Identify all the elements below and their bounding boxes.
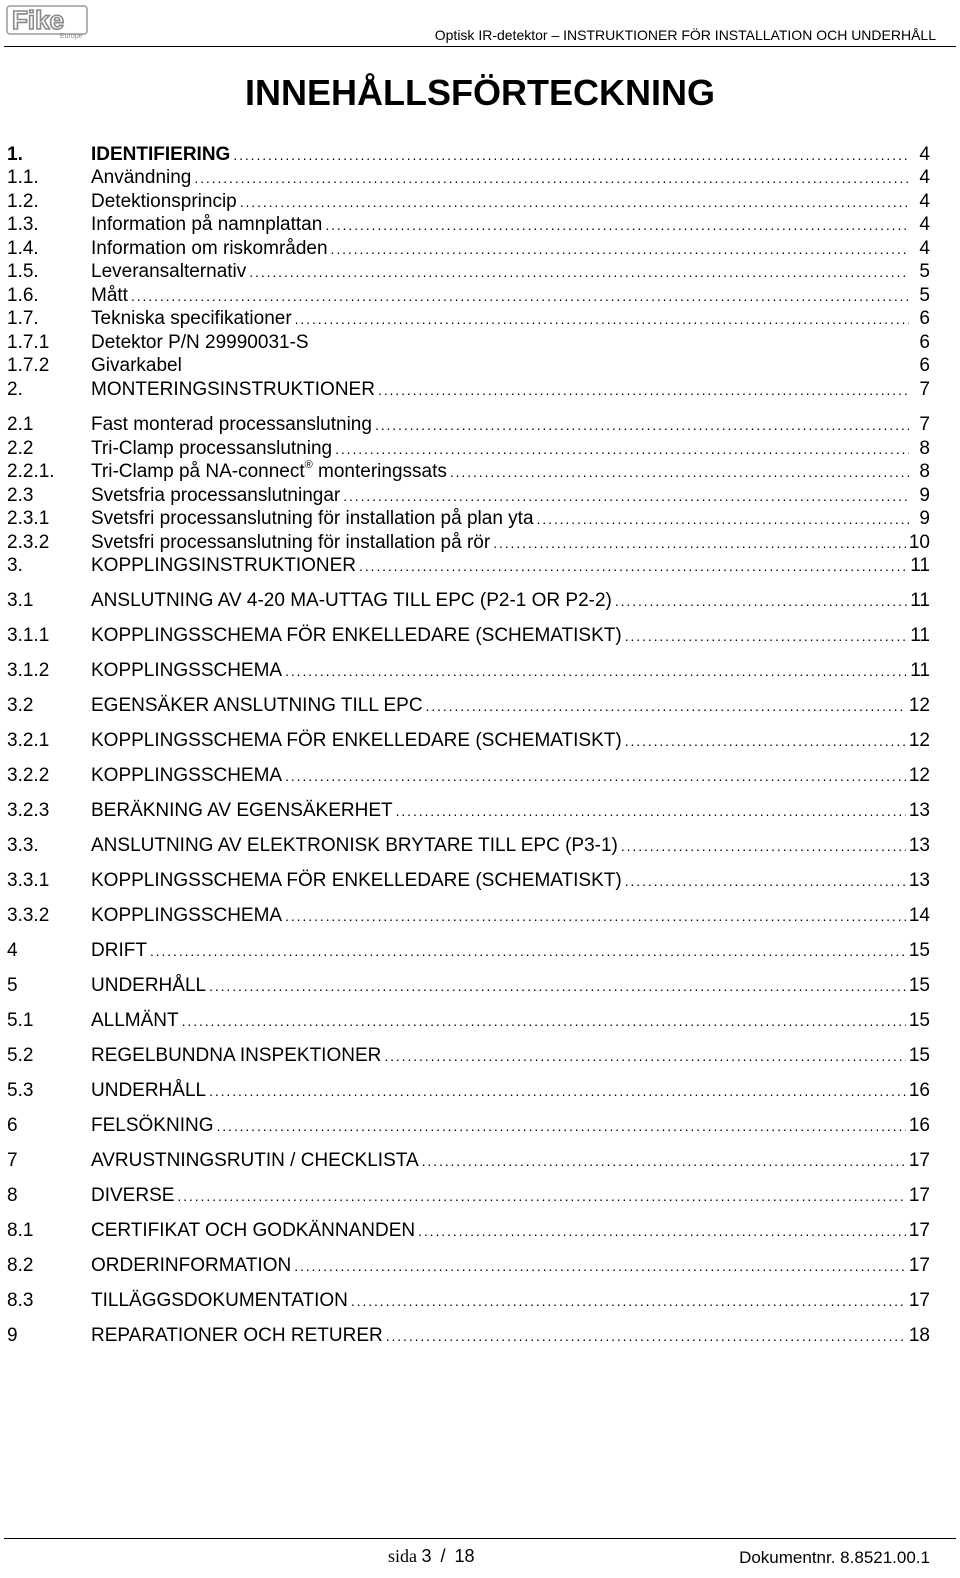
- toc-entry[interactable]: [7, 658, 930, 682]
- toc-entry[interactable]: [7, 483, 930, 507]
- toc-leader-dots: [325, 218, 909, 232]
- toc-entry[interactable]: [7, 1218, 930, 1242]
- toc-entry-page: 17: [908, 1185, 930, 1206]
- toc-entry-number: 9: [7, 1325, 18, 1346]
- toc-entry-number: 1.: [7, 144, 23, 165]
- toc-entry-page: 11: [910, 660, 930, 681]
- toc-entry-title-text: KOPPLINGSSCHEMA: [91, 765, 283, 786]
- toc-entry-title: [91, 730, 622, 752]
- toc-entry-number: 2.2: [7, 438, 34, 459]
- toc-entry-title-text: Mått: [91, 285, 128, 306]
- footer-divider: [4, 1538, 956, 1539]
- toc-leader-dots: [615, 594, 907, 608]
- toc-leader-dots: [359, 559, 907, 573]
- toc-leader-dots: [396, 804, 906, 818]
- toc-leader-dots: [249, 265, 909, 279]
- toc-leader-dots: [493, 536, 906, 550]
- toc-entry-title: [91, 308, 292, 330]
- toc-entry-number: 1.5.: [7, 261, 39, 282]
- toc-entry-number: 3.2.2: [7, 765, 50, 786]
- toc-entry-page: 4: [919, 167, 930, 188]
- toc-entry-page: 17: [908, 1220, 930, 1241]
- toc-entry-number: 8: [7, 1185, 18, 1206]
- toc-entry[interactable]: [7, 1288, 930, 1312]
- toc-entry-title: [91, 414, 372, 436]
- toc-entry-page: 4: [919, 144, 930, 165]
- toc-entry-title: [91, 1115, 213, 1137]
- toc-entry-title-text: Tri-Clamp processanslutning: [91, 438, 333, 459]
- page-current: 3: [421, 1546, 432, 1566]
- toc-leader-dots: [450, 465, 909, 479]
- toc-entry[interactable]: [7, 459, 930, 483]
- toc-entry-title-text: KOPPLINGSSCHEMA FÖR ENKELLEDARE (SCHEMATISKT): [91, 870, 622, 891]
- toc-entry-title-text: Användning: [91, 167, 192, 188]
- page-total: 18: [454, 1546, 475, 1566]
- toc-leader-dots: [285, 664, 907, 678]
- toc-leader-dots: [331, 242, 909, 256]
- toc-entry-page: 6: [919, 355, 930, 376]
- toc-entry[interactable]: [7, 283, 930, 307]
- toc-entry-page: 11: [910, 555, 930, 576]
- toc-entry[interactable]: [7, 798, 930, 822]
- toc-entry[interactable]: [7, 728, 930, 752]
- toc-leader-dots: [384, 1049, 906, 1063]
- toc-entry[interactable]: [7, 142, 930, 166]
- toc-entry-title-text: KOPPLINGSINSTRUKTIONER: [91, 555, 356, 576]
- toc-entry-number: 2.3.2: [7, 532, 50, 553]
- toc-entry-page: 15: [908, 1045, 930, 1066]
- toc-entry-page: 12: [908, 730, 930, 751]
- registered-mark: ®: [304, 459, 313, 471]
- toc-leader-dots: [285, 769, 906, 783]
- toc-entry-title-text: Svetsfri processanslutning för installation på rör: [91, 532, 491, 553]
- toc-entry[interactable]: [7, 938, 930, 962]
- toc-entry-number: 1.7.1: [7, 332, 50, 353]
- page-word: sida: [388, 1546, 417, 1566]
- toc-leader-dots: [194, 171, 909, 185]
- toc-entry-number: 8.3: [7, 1290, 34, 1311]
- toc-entry-page: 18: [908, 1325, 930, 1346]
- toc-entry-title: [91, 1290, 348, 1312]
- toc-entry-title: [91, 285, 128, 307]
- toc-entry-number: 3.1.1: [7, 625, 50, 646]
- toc-entry-title: [91, 1185, 174, 1207]
- toc-entry-number: 5.1: [7, 1010, 34, 1031]
- toc-entry[interactable]: [7, 973, 930, 997]
- toc-entry[interactable]: [7, 189, 930, 213]
- toc-entry-title: [91, 508, 534, 530]
- toc-leader-dots: [185, 359, 909, 373]
- toc-entry-title-text: DIVERSE: [91, 1185, 175, 1206]
- document-number: Dokumentnr. 8.8521.00.1: [739, 1548, 930, 1567]
- toc-entry[interactable]: [7, 1148, 930, 1172]
- toc-leader-dots: [343, 489, 909, 503]
- toc-entry-title-text: MONTERINGSINSTRUKTIONER: [91, 379, 375, 400]
- toc-entry-page: 13: [908, 835, 930, 856]
- toc-entry[interactable]: [7, 259, 930, 283]
- toc-entry-number: 5.2: [7, 1045, 34, 1066]
- toc-entry[interactable]: [7, 212, 930, 236]
- toc-entry-page: 9: [919, 508, 930, 529]
- toc-entry[interactable]: [7, 306, 930, 330]
- toc-entry-title: [91, 167, 191, 189]
- toc-entry-page: 5: [919, 285, 930, 306]
- toc-leader-dots: [150, 944, 906, 958]
- toc-entry-title-text: Detektionsprincip: [91, 191, 237, 212]
- toc-entry-number: 2.3: [7, 485, 34, 506]
- toc-entry-number: 1.3.: [7, 214, 39, 235]
- toc-entry-number: 3.3.1: [7, 870, 50, 891]
- toc-entry-page: 16: [908, 1080, 930, 1101]
- toc-leader-dots: [131, 289, 909, 303]
- toc-entry-title: [91, 975, 206, 997]
- toc-entry-page: 13: [908, 800, 930, 821]
- toc-entry-page: 10: [908, 532, 930, 553]
- toc-entry[interactable]: [7, 1113, 930, 1137]
- toc-entry-page: 5: [919, 261, 930, 282]
- toc-entry-title: [91, 485, 340, 507]
- toc-entry-title-text: REPARATIONER OCH RETURER: [91, 1325, 383, 1346]
- toc-entry-title: [91, 905, 282, 927]
- toc-entry-page: 12: [908, 695, 930, 716]
- toc-leader-dots: [240, 195, 909, 209]
- toc-leader-dots: [209, 979, 906, 993]
- toc-entry-number: 8.1: [7, 1220, 34, 1241]
- toc-entry-title: [91, 660, 282, 682]
- page-indicator: [388, 1546, 475, 1567]
- toc-entry[interactable]: [7, 506, 930, 530]
- toc-entry-title-text: ANSLUTNING AV ELEKTRONISK BRYTARE TILL EPC (P3-1): [91, 835, 618, 856]
- toc-leader-dots: [216, 1119, 905, 1133]
- toc-entry-page: 7: [919, 414, 930, 435]
- document-header-title: Optisk IR-detektor – INSTRUKTIONER FÖR INSTALLATION OCH UNDERHÅLL: [434, 27, 936, 43]
- toc-leader-dots: [378, 383, 909, 397]
- toc-leader-dots: [625, 734, 906, 748]
- toc-entry-title-text: ANSLUTNING AV 4-20 MA-UTTAG TILL EPC (P2-1 OR P2-2): [91, 590, 612, 611]
- toc-entry-title: [91, 532, 490, 554]
- toc-leader-dots: [418, 1224, 906, 1238]
- toc-entry-number: 3.1.2: [7, 660, 50, 681]
- toc-leader-dots: [422, 1154, 906, 1168]
- toc-entry-title-text: DRIFT: [91, 940, 147, 961]
- toc-entry[interactable]: [7, 377, 930, 401]
- toc-entry-title-text: Givarkabel: [91, 355, 182, 376]
- toc-entry-page: 17: [908, 1150, 930, 1171]
- toc-leader-dots: [233, 148, 909, 162]
- toc-entry-title: [91, 625, 622, 647]
- toc-entry[interactable]: [7, 436, 930, 460]
- toc-entry-number: 3.1: [7, 590, 34, 611]
- toc-entry[interactable]: [7, 412, 930, 436]
- toc-entry-number: 1.1.: [7, 167, 39, 188]
- toc-leader-dots: [625, 629, 908, 643]
- toc-entry-title: [91, 355, 182, 377]
- fike-logo: [6, 2, 92, 40]
- page-separator: /: [440, 1546, 446, 1566]
- toc-entry[interactable]: [7, 868, 930, 892]
- toc-entry-title-text: KOPPLINGSSCHEMA FÖR ENKELLEDARE (SCHEMATISKT): [91, 625, 622, 646]
- toc-entry[interactable]: [7, 1253, 930, 1277]
- toc-entry-title-text: Information om riskområden: [91, 238, 328, 259]
- toc-entry-number: 5.3: [7, 1080, 34, 1101]
- toc-entry-number: 7: [7, 1150, 18, 1171]
- toc-entry-number: 8.2: [7, 1255, 34, 1276]
- toc-entry-title: [91, 332, 309, 354]
- toc-leader-dots: [312, 336, 909, 350]
- toc-entry-number: 2.3.1: [7, 508, 50, 529]
- toc-entry[interactable]: [7, 1008, 930, 1032]
- page-title: INNEHÅLLSFÖRTECKNING: [245, 72, 715, 113]
- toc-entry-title: [91, 1150, 419, 1172]
- toc-entry[interactable]: [7, 553, 930, 577]
- toc-entry-number: 3.: [7, 555, 23, 576]
- toc-leader-dots: [375, 418, 909, 432]
- toc-entry-page: 11: [910, 590, 930, 611]
- toc-leader-dots: [426, 699, 906, 713]
- toc-entry-number: 3.2.1: [7, 730, 50, 751]
- toc-leader-dots: [335, 442, 909, 456]
- toc-entry-number: 3.3.2: [7, 905, 50, 926]
- toc-leader-dots: [625, 874, 906, 888]
- toc-entry-page: 17: [908, 1290, 930, 1311]
- toc-leader-dots: [537, 512, 909, 526]
- toc-entry[interactable]: [7, 330, 930, 354]
- toc-entry-title-text: ALLMÄNT: [91, 1010, 179, 1031]
- toc-entry-title-text: ORDERINFORMATION: [91, 1255, 292, 1276]
- toc-entry[interactable]: [7, 1078, 930, 1102]
- toc-entry-title: [91, 555, 356, 577]
- toc-entry-title-text: IDENTIFIERING: [91, 144, 231, 165]
- toc-entry[interactable]: [7, 623, 930, 647]
- toc-entry-page: 11: [910, 625, 930, 646]
- toc-entry-title: [91, 1010, 179, 1032]
- toc-entry-title: [91, 1220, 415, 1242]
- toc-entry-title-text: UNDERHÅLL: [91, 975, 207, 996]
- toc-entry[interactable]: [7, 530, 930, 554]
- toc-entry-number: 1.7.2: [7, 355, 50, 376]
- toc-entry-page: 4: [919, 238, 930, 259]
- toc-entry-title: [91, 695, 423, 717]
- toc-entry-number: 1.7.: [7, 308, 39, 329]
- toc-entry-number: 3.3.: [7, 835, 39, 856]
- toc-entry-page: 9: [919, 485, 930, 506]
- toc-leader-dots: [295, 312, 909, 326]
- logo-text: Fike: [12, 5, 65, 35]
- toc-entry[interactable]: [7, 236, 930, 260]
- toc-entry-title: [91, 461, 447, 483]
- toc-entry-title-text: FELSÖKNING: [91, 1115, 214, 1136]
- toc-entry-title-text: Fast monterad processanslutning: [91, 414, 372, 435]
- toc-entry[interactable]: [7, 833, 930, 857]
- toc-entry-title-text: Information på namnplattan: [91, 214, 323, 235]
- toc-entry-title: [91, 765, 282, 787]
- toc-entry-title-text: Svetsfri processanslutning för installation på plan yta: [91, 508, 534, 529]
- toc-entry-title: [91, 590, 612, 612]
- toc-entry-title-text: BERÄKNING AV EGENSÄKERHET: [91, 800, 393, 821]
- toc-entry-page: 7: [919, 379, 930, 400]
- header-divider: [4, 46, 956, 47]
- toc-entry[interactable]: [7, 1183, 930, 1207]
- toc-entry-title: [91, 144, 230, 166]
- toc-entry-title: [91, 214, 322, 236]
- toc-entry-number: 5: [7, 975, 18, 996]
- toc-entry[interactable]: [7, 588, 930, 612]
- toc-entry[interactable]: [7, 693, 930, 717]
- toc-entry-title: [91, 238, 328, 260]
- toc-leader-dots: [294, 1259, 906, 1273]
- toc-entry-title: [91, 379, 375, 401]
- toc-entry-title: [91, 870, 622, 892]
- toc-entry-number: 1.4.: [7, 238, 39, 259]
- toc-entry-title: [91, 261, 246, 283]
- toc-entry-number: 1.2.: [7, 191, 39, 212]
- toc-entry-title: [91, 1255, 291, 1277]
- toc-entry[interactable]: [7, 1043, 930, 1067]
- toc-entry-page: 8: [919, 461, 930, 482]
- toc-entry-title-text: KOPPLINGSSCHEMA FÖR ENKELLEDARE (SCHEMATISKT): [91, 730, 622, 751]
- toc-entry-title-text: EGENSÄKER ANSLUTNING TILL EPC: [91, 695, 423, 716]
- toc-entry-page: 15: [908, 940, 930, 961]
- toc-leader-dots: [285, 909, 906, 923]
- toc-entry-title-text: REGELBUNDNA INSPEKTIONER: [91, 1045, 382, 1066]
- toc-entry-page: 6: [919, 308, 930, 329]
- toc-entry[interactable]: [7, 165, 930, 189]
- toc-entry-number: 2.: [7, 379, 23, 400]
- toc-entry[interactable]: [7, 763, 930, 787]
- toc-entry-number: 1.6.: [7, 285, 39, 306]
- toc-entry-title-text: CERTIFIKAT OCH GODKÄNNANDEN: [91, 1220, 416, 1241]
- toc-leader-dots: [621, 839, 906, 853]
- toc-leader-dots: [386, 1329, 906, 1343]
- toc-entry-title-suffix: monteringssats: [312, 461, 447, 482]
- toc-entry-number: 2.2.1.: [7, 461, 55, 482]
- toc-entry-page: 8: [919, 438, 930, 459]
- toc-entry-title-text: KOPPLINGSSCHEMA: [91, 660, 283, 681]
- toc-entry-title-text: UNDERHÅLL: [91, 1080, 207, 1101]
- toc-entry-page: 14: [908, 905, 930, 926]
- toc-entry-number: 3.2.3: [7, 800, 50, 821]
- toc-entry-page: 12: [908, 765, 930, 786]
- toc-entry-page: 4: [919, 191, 930, 212]
- toc-entry[interactable]: [7, 903, 930, 927]
- toc-entry-title-text: Detektor P/N 29990031-S: [91, 332, 309, 353]
- logo-subtext: Europe: [60, 33, 83, 40]
- toc-entry-page: 13: [908, 870, 930, 891]
- toc-entry-page: 15: [908, 975, 930, 996]
- toc-entry-page: 16: [908, 1115, 930, 1136]
- toc-leader-dots: [177, 1189, 905, 1203]
- toc-entry[interactable]: [7, 1323, 930, 1347]
- toc-entry-title: [91, 1045, 381, 1067]
- toc-entry-title: [91, 835, 618, 857]
- toc-entry[interactable]: [7, 353, 930, 377]
- toc-entry-title-text: KOPPLINGSSCHEMA: [91, 905, 283, 926]
- toc-leader-dots: [209, 1084, 906, 1098]
- toc-entry-number: 2.1: [7, 414, 34, 435]
- toc-entry-page: 17: [908, 1255, 930, 1276]
- toc-entry-number: 3.2: [7, 695, 34, 716]
- toc-entry-title: [91, 191, 237, 213]
- toc-entry-title-text: Leveransalternativ: [91, 261, 247, 282]
- toc-entry-title: [91, 1325, 383, 1347]
- toc-entry-title-text: TILLÄGGSDOKUMENTATION: [91, 1290, 348, 1311]
- toc-entry-title: [91, 438, 332, 460]
- toc-entry-title-text: Tri-Clamp på NA-connect: [91, 461, 305, 482]
- toc-entry-title: [91, 940, 147, 962]
- toc-entry-number: 4: [7, 940, 18, 961]
- toc-entry-number: 6: [7, 1115, 18, 1136]
- toc-entry-page: 6: [919, 332, 930, 353]
- toc-leader-dots: [182, 1014, 906, 1028]
- toc-leader-dots: [351, 1294, 906, 1308]
- toc-entry-title-text: Svetsfria processanslutningar: [91, 485, 341, 506]
- toc-entry-page: 4: [919, 214, 930, 235]
- toc-entry-page: 15: [908, 1010, 930, 1031]
- toc-entry-title-text: Tekniska specifikationer: [91, 308, 292, 329]
- toc-entry-title-text: AVRUSTNINGSRUTIN / CHECKLISTA: [91, 1150, 419, 1171]
- toc-entry-title: [91, 1080, 206, 1102]
- toc-entry-title: [91, 800, 393, 822]
